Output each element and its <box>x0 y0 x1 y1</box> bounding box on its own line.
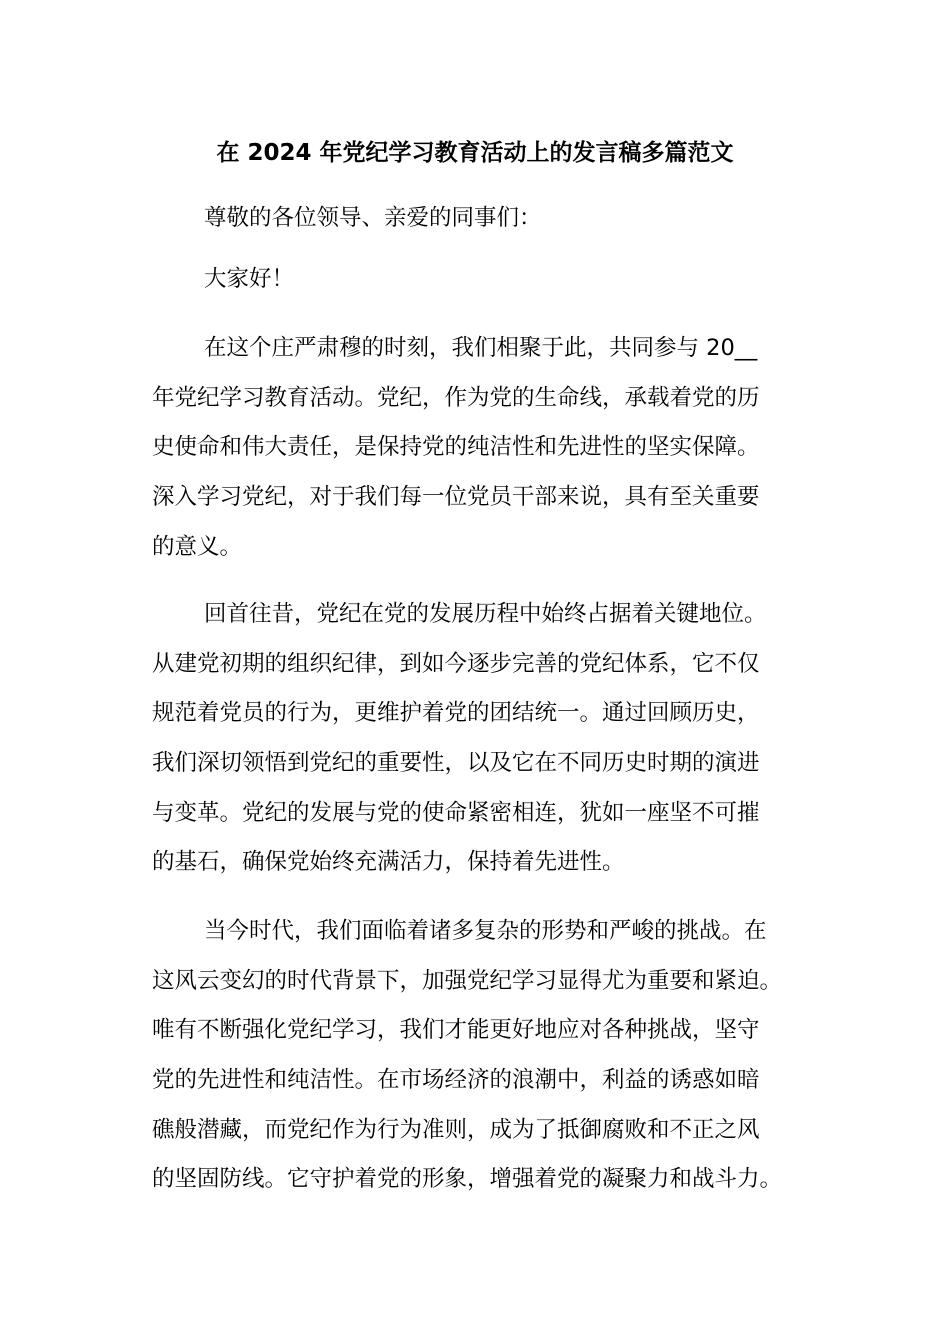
paragraph-line: 回首往昔，党纪在党的发展历程中始终占据着关键地位。 <box>204 601 767 627</box>
paragraph-line: 深入学习党纪，对于我们每一位党员干部来说，具有至关重要 <box>152 484 760 511</box>
paragraph-line: 规范着党员的行为，更维护着党的团结统一。通过回顾历史， <box>152 700 760 727</box>
salutation-paragraph <box>152 194 812 244</box>
paragraph-line: 从建党初期的组织纪律，到如今逐步完善的党纪体系，它不仅 <box>152 650 760 677</box>
body-paragraph-2 <box>152 590 812 888</box>
paragraph-line: 党的先进性和纯洁性。在市场经济的浪潮中，利益的诱惑如暗 <box>152 1067 760 1094</box>
paragraph-line: 与变革。党纪的发展与党的使命紧密相连，犹如一座坚不可摧 <box>152 799 760 826</box>
paragraph-line: 史使命和伟大责任，是保持党的纯洁性和先进性的坚实保障。 <box>152 434 760 461</box>
paragraph-line: 在这个庄严肃穆的时刻，我们相聚于此，共同参与 20__ <box>204 335 758 361</box>
paragraph-line: 的意义。 <box>152 533 243 560</box>
paragraph-line: 我们深切领悟到党纪的重要性，以及它在不同历史时期的演进 <box>152 750 760 777</box>
paragraph-line: 年党纪学习教育活动。党纪，作为党的生命线，承载着党的历 <box>152 384 760 411</box>
paragraph-line: 这风云变幻的时代背景下，加强党纪学习显得尤为重要和紧迫。 <box>152 967 783 994</box>
paragraph-line: 当今时代，我们面临着诸多复杂的形势和严峻的挑战。在 <box>204 918 767 944</box>
paragraph-line: 礁般潜藏，而党纪作为行为准则，成为了抵御腐败和不正之风 <box>152 1116 760 1143</box>
document-title: 在 2024 年党纪学习教育活动上的发言稿多篇范文 <box>216 140 734 166</box>
paragraph-line: 唯有不断强化党纪学习，我们才能更好地应对各种挑战，坚守 <box>152 1017 760 1044</box>
paragraph-line: 的基石，确保党始终充满活力，保持着先进性。 <box>152 849 625 876</box>
salutation: 尊敬的各位领导、亲爱的同事们： <box>204 205 542 231</box>
paragraph-line: 的坚固防线。它守护着党的形象，增强着党的凝聚力和战斗力。 <box>152 1166 783 1193</box>
body-paragraph-3 <box>152 907 812 1205</box>
greeting: 大家好！ <box>204 266 295 292</box>
greeting-paragraph <box>152 255 812 305</box>
body-paragraph-1 <box>152 324 812 572</box>
